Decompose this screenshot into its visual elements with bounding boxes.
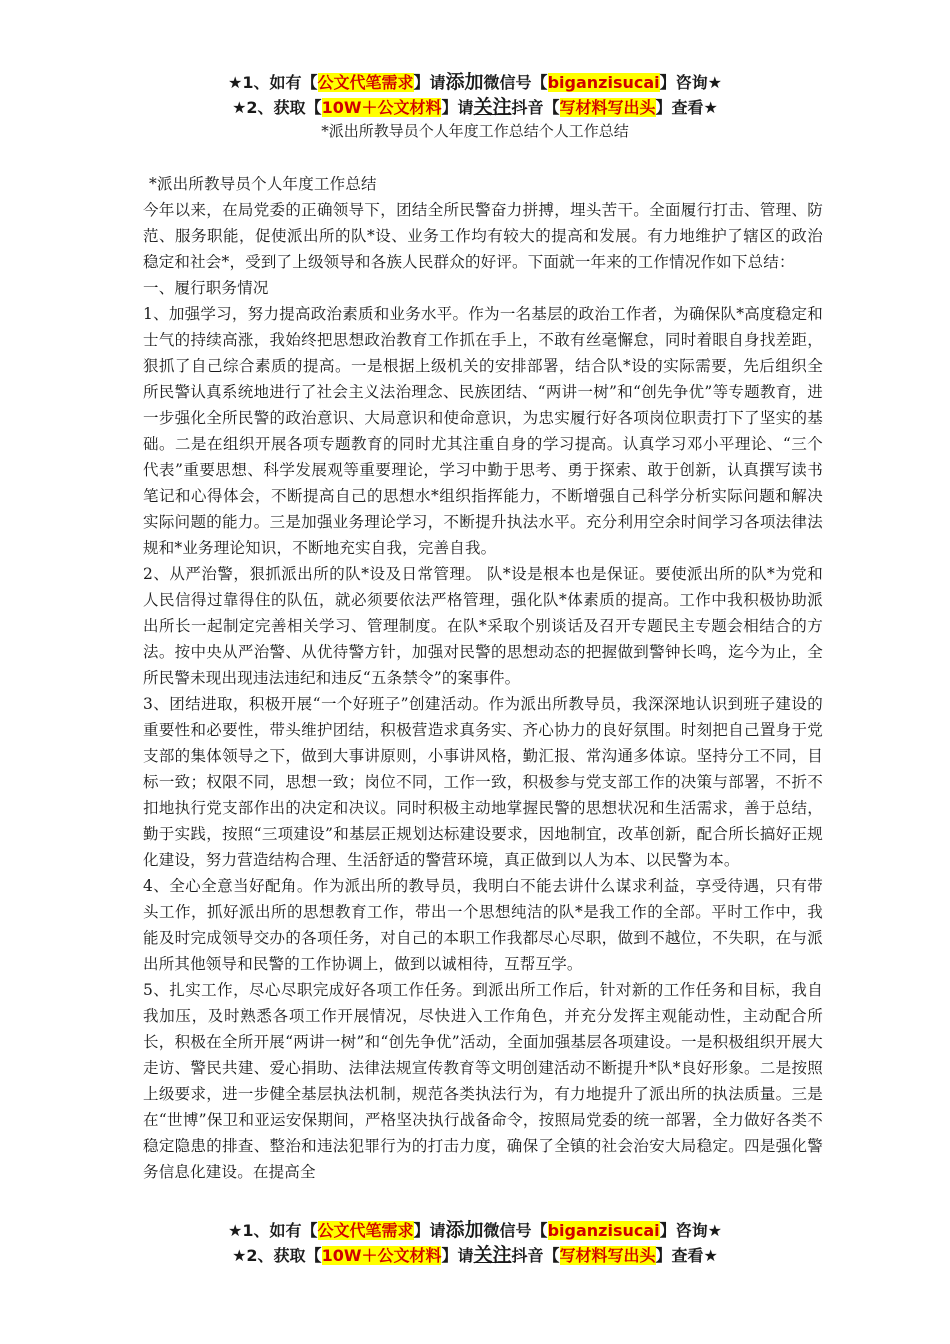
top-banner xyxy=(0,70,950,120)
banner-text: 抖音【 xyxy=(511,98,560,117)
banner-text: 】请 xyxy=(441,98,474,117)
banner-text: 】咨询★ xyxy=(659,73,722,92)
banner-emphasis: 添加 xyxy=(445,71,484,93)
banner-highlight: 公文代笔需求 xyxy=(317,73,414,92)
banner-text: ★2、获取【 xyxy=(232,98,322,117)
page-subtitle: *派出所教导员个人年度工作总结个人工作总结 xyxy=(321,122,629,140)
banner-highlight: biganzisucai xyxy=(547,73,660,92)
banner-highlight: 写材料写出头 xyxy=(559,1246,656,1265)
banner-text: 】请 xyxy=(413,1221,446,1240)
banner-line-2 xyxy=(0,95,950,120)
banner-line-1 xyxy=(0,1218,950,1243)
banner-text: ★1、如有【 xyxy=(228,1221,318,1240)
banner-emphasis: 关注 xyxy=(473,1244,512,1266)
banner-emphasis: 添加 xyxy=(445,1219,484,1241)
paragraph-2: 2、从严治警，狠抓派出所的队*设及日常管理。 队*设是根本也是保证。要使派出所的队*为党和人民信得过靠得住的队伍，就必须要依法严格管理，强化队*体素质的提高。工作中我积极协助派出所长一起制定完善相关学习、管理制度。在队*采取个别谈话及召开专题民主专题会相结合的方法。按中央从严治警、从优待警方针，加强对民警的思想动态的把握做到警钟长鸣，迄今为止，全所民警未现出现违法违纪和违反“五条禁令”的案事件。 xyxy=(143,565,823,687)
document-heading: *派出所教导员个人年度工作总结 xyxy=(149,175,377,193)
paragraph-1: 1、加强学习，努力提高政治素质和业务水平。作为一名基层的政治工作者，为确保队*高度稳定和士气的持续高涨，我始终把思想政治教育工作抓在手上，不敢有丝毫懈怠，同时着眼自身找差距，狠抓了自己综合素质的提高。一是根据上级机关的安排部署，结合队*设的实际需要，先后组织全所民警认真系统地进行了社会主义法治理念、民族团结、“两讲一树”和“创先争优”等专题教育，进一步强化全所民警的政治意识、大局意识和使命意识，为忠实履行好各项岗位职责打下了坚实的基础。二是在组织开展各项专题教育的同时尤其注重自身的学习提高。认真学习邓小平理论、“三个代表”重要思想、科学发展观等重要理论，学习中勤于思考、勇于探索、敢于创新，认真撰写读书笔记和心得体会，不断提高自己的思想水*组织指挥能力，不断增强自己科学分析实际问题和解决实际问题的能力。三是加强业务理论学习，不断提升执法水平。充分利用空余时间学习各项法律法规和*业务理论知识，不断地充实自我，完善自我。 xyxy=(143,305,823,557)
section-heading: 一、履行职务情况 xyxy=(143,279,269,297)
paragraph-4: 4、全心全意当好配角。作为派出所的教导员，我明白不能去讲什么谋求利益，享受待遇，只有带头工作，抓好派出所的思想教育工作，带出一个思想纯洁的队*是我工作的全部。平时工作中，我能及时完成领导交办的各项任务，对自己的本职工作我都尽心尽职，做到不越位，不失职，在与派出所其他领导和民警的工作协调上，做到以诚相待，互帮互学。 xyxy=(143,877,823,973)
banner-text: 】查看★ xyxy=(655,98,718,117)
banner-highlight: 10W＋公文材料 xyxy=(321,1246,442,1265)
bottom-banner xyxy=(0,1218,950,1268)
banner-highlight: 写材料写出头 xyxy=(559,98,656,117)
paragraph-3: 3、团结进取，积极开展“一个好班子”创建活动。作为派出所教导员，我深深地认识到班子建设的重要性和必要性，带头维护团结，积极营造求真务实、齐心协力的良好氛围。时刻把自己置身于党支部的集体领导之下，做到大事讲原则，小事讲风格，勤汇报、常沟通多体谅。坚持分工不同，目标一致；权限不同，思想一致；岗位不同，工作一致，积极参与党支部工作的决策与部署，不折不扣地执行党支部作出的决定和决议。同时积极主动地掌握民警的思想状况和生活需求，善于总结，勤于实践，按照“三项建设”和基层正规划达标建设要求，因地制宜，改革创新，配合所长搞好正规化建设，努力营造结构合理、生活舒适的警营环境，真正做到以人为本、以民警为本。 xyxy=(143,695,823,869)
banner-emphasis: 关注 xyxy=(473,96,512,118)
banner-text: 微信号【 xyxy=(483,1221,548,1240)
paragraph-5: 5、扎实工作，尽心尽职完成好各项工作任务。到派出所工作后，针对新的工作任务和目标，我自我加压，及时熟悉各项工作开展情况，尽快进入工作角色，并充分发挥主观能动性，主动配合所长，积极在全所开展“两讲一树”和“创先争优”活动，全面加强基层各项建设。一是积极组织开展大走访、警民共建、爱心捐助、法律法规宣传教育等文明创建活动不断提升*队*良好形象。二是按照上级要求，进一步健全基层执法机制，规范各类执法行为，有力地提升了派出所的执法质量。三是在“世博”保卫和亚运安保期间，严格坚决执行战备命令，按照局党委的统一部署，全力做好各类不稳定隐患的排查、整治和违法犯罪行为的打击力度，确保了全镇的社会治安大局稳定。四是强化警务信息化建设。在提高全 xyxy=(143,981,823,1181)
banner-text: ★1、如有【 xyxy=(228,73,318,92)
banner-line-2 xyxy=(0,1243,950,1268)
banner-highlight: biganzisucai xyxy=(547,1221,660,1240)
banner-text: 】咨询★ xyxy=(659,1221,722,1240)
banner-line-1 xyxy=(0,70,950,95)
document-body xyxy=(143,171,823,1185)
banner-text: 】查看★ xyxy=(655,1246,718,1265)
banner-text: ★2、获取【 xyxy=(232,1246,322,1265)
banner-highlight: 公文代笔需求 xyxy=(317,1221,414,1240)
banner-text: 抖音【 xyxy=(511,1246,560,1265)
banner-highlight: 10W＋公文材料 xyxy=(321,98,442,117)
paragraph-intro: 今年以来，在局党委的正确领导下，团结全所民警奋力拼搏，埋头苦干。全面履行打击、管理、防范、服务职能，促使派出所的队*设、业务工作均有较大的提高和发展。有力地维护了辖区的政治稳定和社会*，受到了上级领导和各族人民群众的好评。下面就一年来的工作情况作如下总结： xyxy=(143,201,823,271)
banner-text: 】请 xyxy=(441,1246,474,1265)
banner-text: 】请 xyxy=(413,73,446,92)
banner-text: 微信号【 xyxy=(483,73,548,92)
